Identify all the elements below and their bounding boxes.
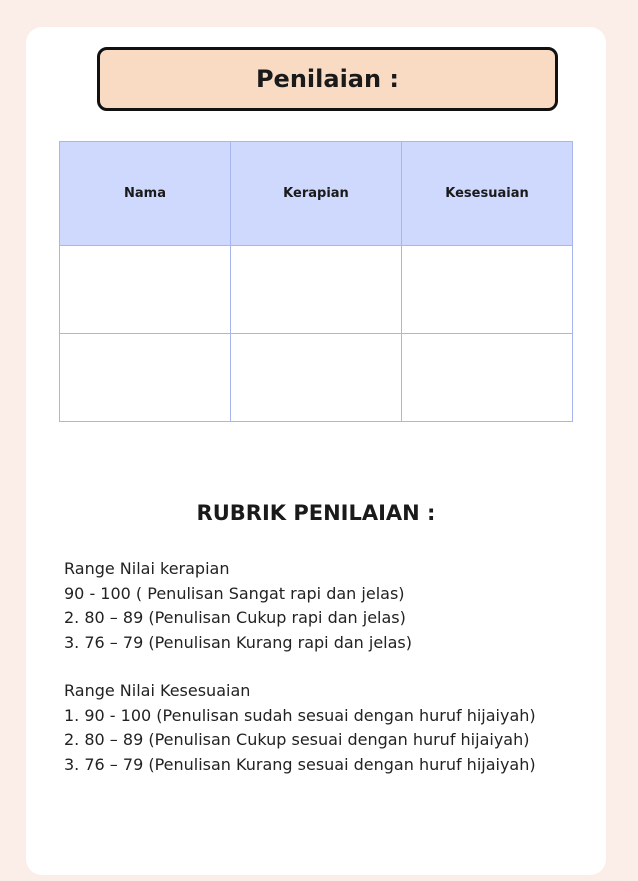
table-cell (60, 334, 231, 422)
rubric-heading-kesesuaian: Range Nilai Kesesuaian (64, 681, 251, 700)
table-row (60, 334, 573, 422)
rubric-item: 3. 76 – 79 (Penulisan Kurang rapi dan jelas) (64, 632, 413, 652)
assessment-table (59, 141, 573, 422)
rubric-title: RUBRIK PENILAIAN : (196, 501, 436, 525)
rubric-item: 1. 90 - 100 (Penulisan sudah sesuai dengan huruf hijaiyah) (64, 705, 536, 725)
rubric-group-kerapian (64, 557, 536, 655)
table-cell (60, 246, 231, 334)
table-row (60, 246, 573, 334)
table-cell (402, 334, 573, 422)
rubric-heading-kerapian: Range Nilai kerapian (64, 559, 230, 578)
table-header-row (60, 142, 573, 246)
table-cell (231, 246, 402, 334)
rubric-item: 2. 80 – 89 (Penulisan Cukup sesuai dengan huruf hijaiyah) (64, 730, 530, 749)
rubric-item: 90 - 100 ( Penulisan Sangat rapi dan jelas) (64, 583, 405, 603)
page-title: Penilaian : (97, 47, 558, 111)
table-cell (402, 246, 573, 334)
column-header-kesesuaian: Kesesuaian (402, 142, 573, 246)
rubric-text (64, 557, 536, 777)
table-cell (231, 334, 402, 422)
rubric-group-kesesuaian (64, 679, 536, 777)
column-header-kerapian: Kerapian (231, 142, 402, 246)
column-header-nama: Nama (60, 142, 231, 246)
worksheet-card (26, 27, 606, 875)
rubric-item: 2. 80 – 89 (Penulisan Cukup rapi dan jelas) (64, 608, 406, 627)
rubric-item: 3. 76 – 79 (Penulisan Kurang sesuai dengan huruf hijaiyah) (64, 754, 536, 774)
